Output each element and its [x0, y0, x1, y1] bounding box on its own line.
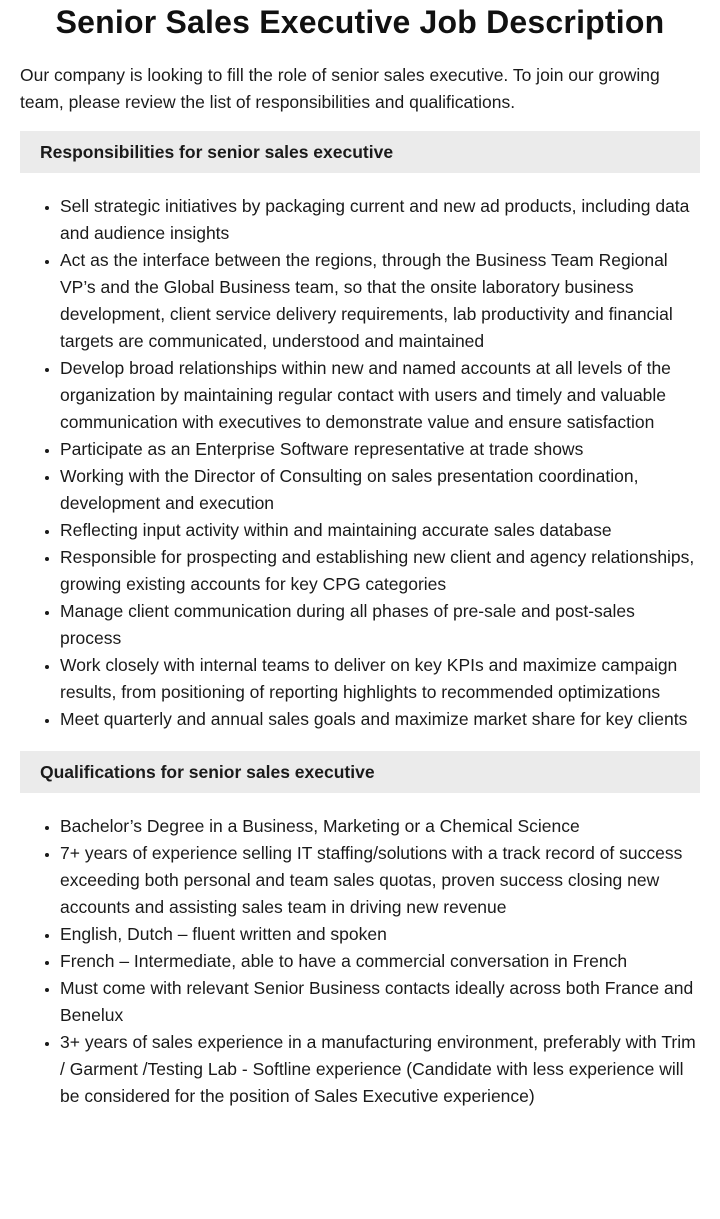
- responsibilities-list: [20, 193, 700, 733]
- page-title: Senior Sales Executive Job Description: [55, 4, 665, 40]
- list-item: • English, Dutch – fluent written and spoken: [60, 921, 700, 948]
- list-item: • French – Intermediate, able to have a commercial conversation in French: [60, 948, 700, 975]
- list-item: • Act as the interface between the regions, through the Business Team Regional VP’s and the Global Business team, so that the onsite laboratory business development, client service delivery requirements, lab productivity and financial targets are communicated, understood and maintained: [60, 247, 700, 355]
- intro-paragraph: Our company is looking to fill the role of senior sales executive. To join our growing team, please review the list of responsibilities and qualifications.: [20, 65, 660, 112]
- list-item: • Participate as an Enterprise Software representative at trade shows: [60, 436, 700, 463]
- list-item: • Meet quarterly and annual sales goals and maximize market share for key clients: [60, 706, 700, 733]
- responsibilities-heading: Responsibilities for senior sales executive: [20, 131, 700, 173]
- list-item: • Bachelor’s Degree in a Business, Marketing or a Chemical Science: [60, 813, 700, 840]
- list-item: • Sell strategic initiatives by packaging current and new ad products, including data and audience insights: [60, 193, 700, 247]
- qualifications-list: [20, 813, 700, 1110]
- list-item: • 3+ years of sales experience in a manufacturing environment, preferably with Trim / Garment /Testing Lab - Softline experience (Candidate with less experience will be considered for the position of Sales Executive experience): [60, 1029, 700, 1110]
- list-item: • Work closely with internal teams to deliver on key KPIs and maximize campaign results, from positioning of reporting highlights to recommended optimizations: [60, 652, 700, 706]
- list-item: • Working with the Director of Consulting on sales presentation coordination, development and execution: [60, 463, 700, 517]
- list-item: • Must come with relevant Senior Business contacts ideally across both France and Benelux: [60, 975, 700, 1029]
- list-item: • 7+ years of experience selling IT staffing/solutions with a track record of success exceeding both personal and team sales quotas, proven success closing new accounts and assisting sales team in driving new revenue: [60, 840, 700, 921]
- list-item: • Manage client communication during all phases of pre-sale and post-sales process: [60, 598, 700, 652]
- qualifications-heading: Qualifications for senior sales executive: [20, 751, 700, 793]
- list-item: • Responsible for prospecting and establishing new client and agency relationships, growing existing accounts for key CPG categories: [60, 544, 700, 598]
- list-item: • Reflecting input activity within and maintaining accurate sales database: [60, 517, 700, 544]
- list-item: • Develop broad relationships within new and named accounts at all levels of the organization by maintaining regular contact with users and timely and valuable communication with executives to demonstrate value and ensure satisfaction: [60, 355, 700, 436]
